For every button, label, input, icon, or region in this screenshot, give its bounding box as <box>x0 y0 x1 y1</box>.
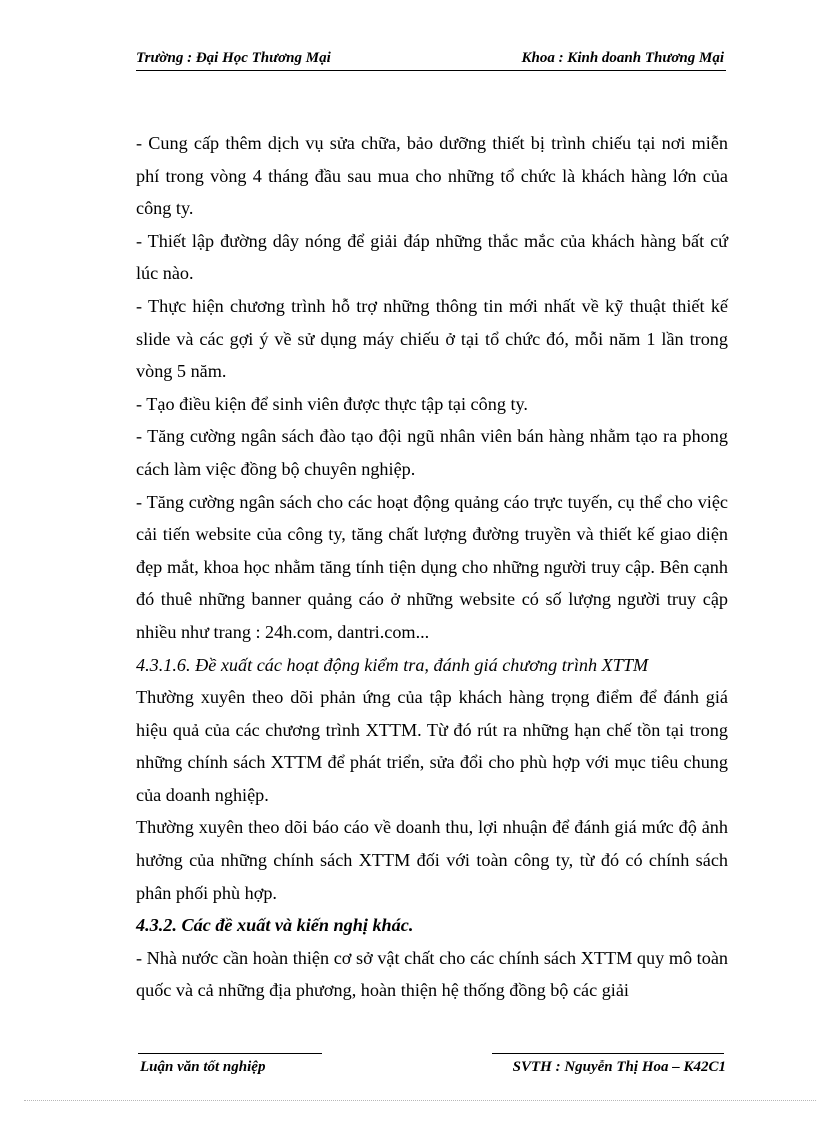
paragraph-recommendation: - Nhà nước cần hoàn thiện cơ sở vật chất cho các chính sách XTTM quy mô toàn quốc và cả những địa phương, hoàn thiện hệ thống đồng bộ các giải <box>136 947 728 1001</box>
footer-rule-gap <box>322 1051 492 1055</box>
paragraph-info-support: - Thực hiện chương trình hỗ trợ những thông tin mới nhất về kỹ thuật thiết kế slide và các gợi ý về sử dụng máy chiếu ở tại tổ chức đó, mỗi năm 1 lần trong vòng 5 năm. <box>136 295 728 382</box>
page-header <box>136 48 726 71</box>
paragraph-hotline: - Thiết lập đường dây nóng để giải đáp những thắc mắc của khách hàng bất cứ lúc nào. <box>136 230 728 284</box>
page-footer <box>136 1059 728 1079</box>
section-heading-4316: 4.3.1.6. Đề xuất các hoạt động kiểm tra, đánh giá chương trình XTTM <box>136 654 649 675</box>
page-bottom-edge <box>24 1100 816 1101</box>
paragraph-internship: - Tạo điều kiện để sinh viên được thực tập tại công ty. <box>136 393 528 414</box>
header-school: Trường : Đại Học Thương Mại <box>136 50 331 66</box>
paragraph-service: - Cung cấp thêm dịch vụ sửa chữa, bảo dưỡng thiết bị trình chiếu tại nơi miễn phí trong vòng 4 tháng đầu sau mua cho những tổ chức là khách hàng lớn của công ty. <box>136 133 728 219</box>
paragraph-online-ads: - Tăng cường ngân sách cho các hoạt động quảng cáo trực tuyến, cụ thể cho việc cải tiến website của công ty, tăng chất lượng đường truyền và thiết kế giao diện đẹp mắt, khoa học nhằm tăng tính tiện dụng cho những người truy cập. Bên cạnh đó thuê những banner quảng cáo ở những website có số lượng người truy cập nhiều như trang : 24h.com, dantri.com... <box>136 491 728 642</box>
footer-thesis: Luận văn tốt nghiệp <box>140 1059 266 1075</box>
section-heading-432: 4.3.2. Các đề xuất và kiến nghị khác. <box>136 915 414 936</box>
header-faculty: Khoa : Kinh doanh Thương Mại <box>521 50 724 66</box>
document-body <box>136 127 728 1007</box>
paragraph-evaluation-2: Thường xuyên theo dõi báo cáo về doanh thu, lợi nhuận để đánh giá mức độ ảnh hưởng của những chính sách XTTM đối với toàn công ty, từ đó có chính sách phân phối phù hợp. <box>136 817 728 903</box>
paragraph-evaluation-1: Thường xuyên theo dõi phản ứng của tập khách hàng trọng điểm để đánh giá hiệu quả của các chương trình XTTM. Từ đó rút ra những hạn chế tồn tại trong những chính sách XTTM để phát triển, sửa đổi cho phù hợp với mục tiêu chung của doanh nghiệp. <box>136 687 728 805</box>
paragraph-training-budget: - Tăng cường ngân sách đào tạo đội ngũ nhân viên bán hàng nhằm tạo ra phong cách làm việc đồng bộ chuyên nghiệp. <box>136 426 728 479</box>
footer-student: SVTH : Nguyễn Thị Hoa – K42C1 <box>512 1059 726 1075</box>
